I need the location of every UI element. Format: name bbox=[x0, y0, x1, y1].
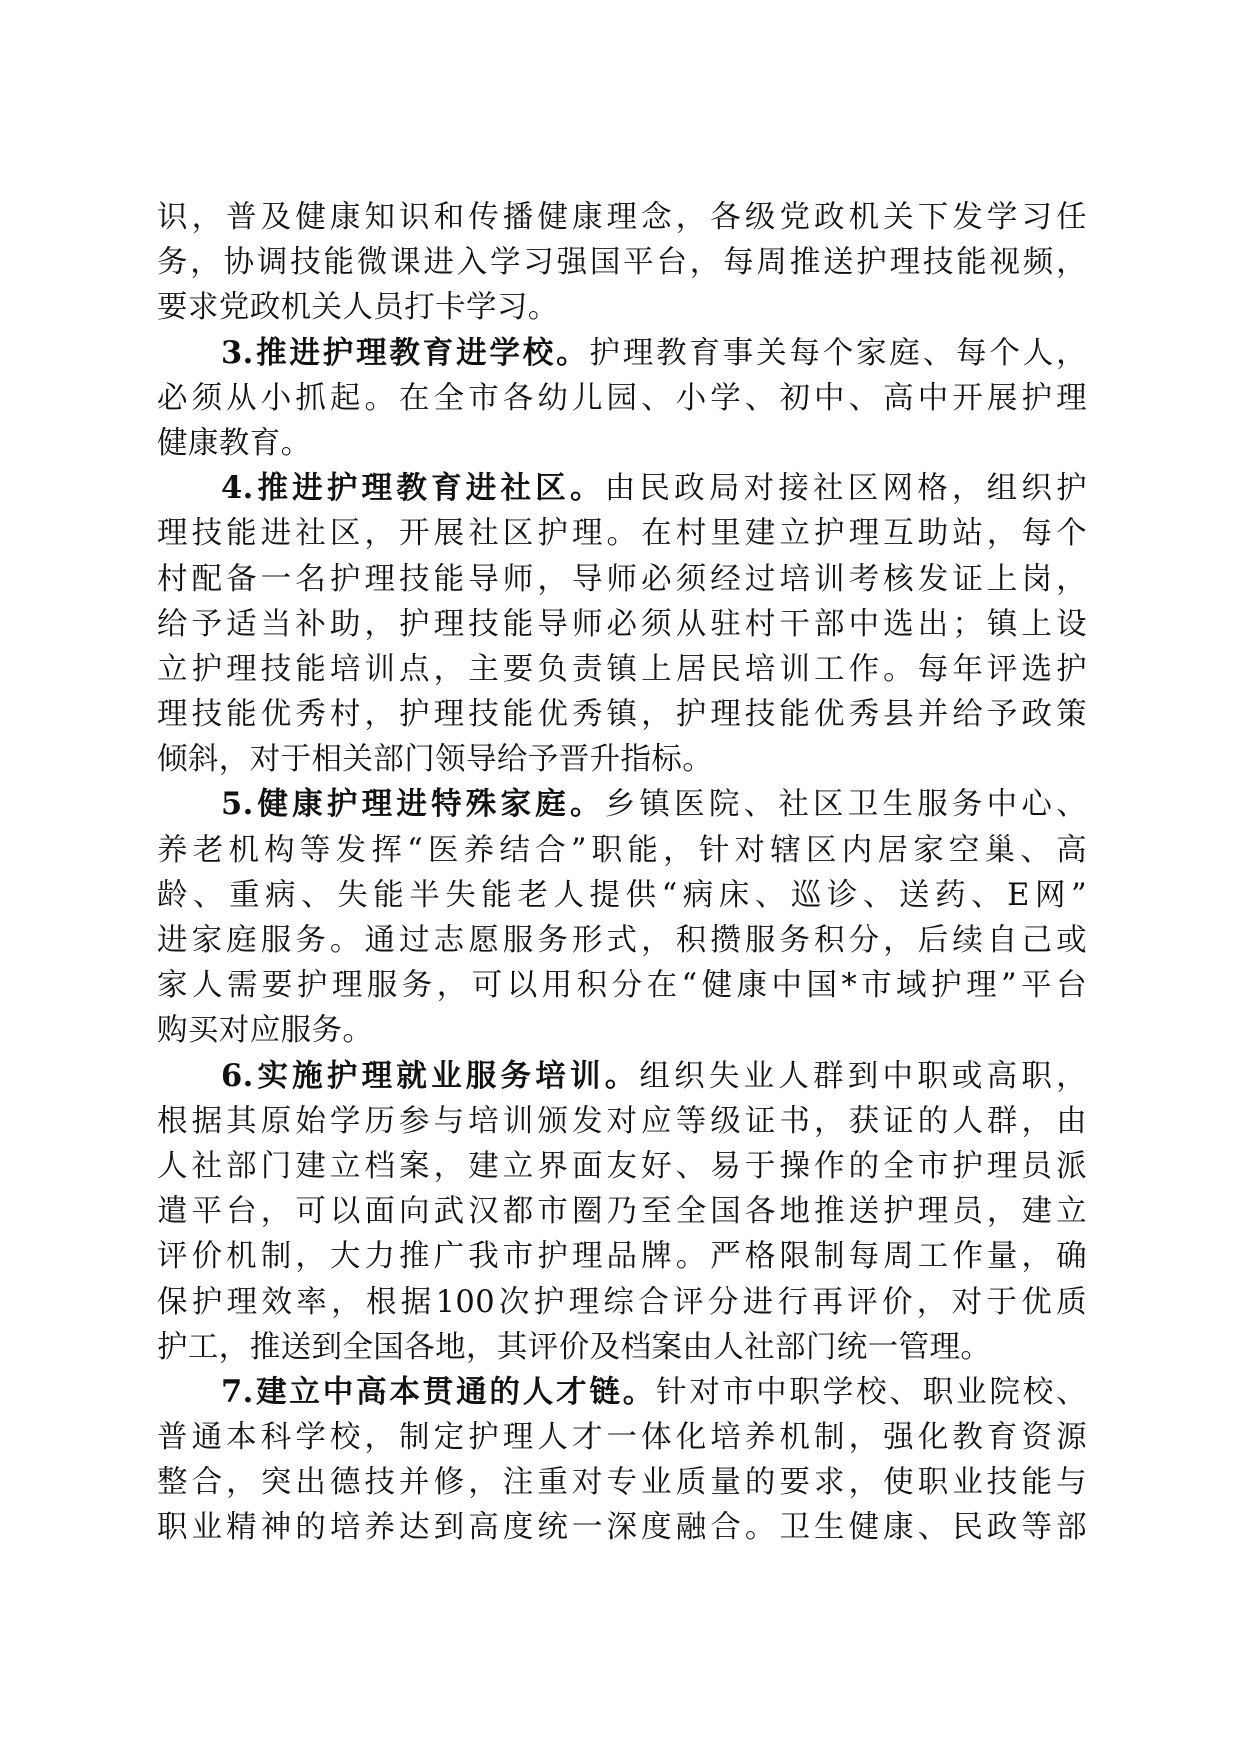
text-line: 护工，推送到全国各地，其评价及档案由人社部门统一管理。 bbox=[157, 1329, 992, 1365]
text-line: 保护理效率，根据100次护理综合评分进行再评价，对于优质 bbox=[157, 1284, 1087, 1320]
text-line: 要求党政机关人员打卡学习。 bbox=[157, 290, 559, 326]
text-line: 整合，突出德技并修，注重对专业质量的要求，使职业技能与 bbox=[157, 1465, 1087, 1501]
paragraph-heading: 4.推进护理教育进社区。 bbox=[221, 470, 605, 507]
text-line: 进家庭服务。通过志愿服务形式，积攒服务积分，后续自己或 bbox=[157, 923, 1087, 958]
text-line: 务，协调技能微课进入学习强国平台，每周推送护理技能视频， bbox=[157, 245, 1087, 281]
text-line: 理技能进社区，开展社区护理。在村里建立护理互助站，每个 bbox=[157, 516, 1087, 552]
paragraph-text: 组织失业人群到中职或高职， bbox=[639, 1058, 1087, 1094]
paragraph-4 bbox=[157, 466, 1087, 782]
document-page bbox=[157, 195, 1087, 1551]
text-line bbox=[157, 782, 1087, 827]
text-line: 评价机制，大力推广我市护理品牌。严格限制每周工作量，确 bbox=[157, 1239, 1087, 1275]
paragraph-text: 护理教育事关每个家庭、每个人， bbox=[589, 335, 1088, 371]
text-line: 遣平台，可以面向武汉都市圈乃至全国各地推送护理员，建立 bbox=[157, 1194, 1087, 1230]
text-line: 必须从小抓起。在全市各幼儿园、小学、初中、高中开展护理 bbox=[157, 380, 1087, 416]
text-line bbox=[157, 1370, 1087, 1415]
paragraph-5 bbox=[157, 782, 1087, 1053]
text-line: 家人需要护理服务，可以用积分在“健康中国*市域护理”平台 bbox=[157, 968, 1087, 1004]
paragraph-text: 由民政局对接社区网格，组织护 bbox=[604, 471, 1088, 507]
paragraph-intro-continued bbox=[157, 195, 1087, 331]
text-line: 人社部门建立档案，建立界面友好、易于操作的全市护理员派 bbox=[157, 1148, 1087, 1184]
paragraph-text: 乡镇医院、社区卫生服务中心、 bbox=[604, 787, 1088, 823]
text-line: 职业精神的培养达到高度统一深度融合。卫生健康、民政等部 bbox=[157, 1510, 1087, 1546]
text-line: 理技能优秀村，护理技能优秀镇，护理技能优秀县并给予政策 bbox=[157, 697, 1087, 733]
paragraph-heading: 6.实施护理就业服务培训。 bbox=[221, 1057, 640, 1094]
paragraph-heading: 7.建立中高本贯通的人才链。 bbox=[221, 1373, 657, 1410]
paragraph-3 bbox=[157, 331, 1087, 467]
paragraph-text: 针对市中职学校、职业院校、 bbox=[656, 1374, 1087, 1410]
paragraph-heading: 3.推进护理教育进学校。 bbox=[221, 334, 590, 371]
text-line: 根据其原始学历参与培训颁发对应等级证书，获证的人群，由 bbox=[157, 1103, 1087, 1139]
text-line: 购买对应服务。 bbox=[157, 1013, 374, 1049]
paragraph-heading: 5.健康护理进特殊家庭。 bbox=[221, 786, 605, 823]
text-line: 健康教育。 bbox=[157, 425, 312, 461]
text-line: 村配备一名护理技能导师，导师必须经过培训考核发证上岗， bbox=[157, 561, 1087, 597]
text-line bbox=[157, 1054, 1087, 1099]
paragraph-7 bbox=[157, 1370, 1087, 1551]
text-line: 养老机构等发挥“医养结合”职能，针对辖区内居家空巢、高 bbox=[157, 832, 1087, 868]
text-line: 龄、重病、失能半失能老人提供“病床、巡诊、送药、E网” bbox=[157, 877, 1087, 913]
text-line: 普通本科学校，制定护理人才一体化培养机制，强化教育资源 bbox=[157, 1420, 1087, 1456]
paragraph-6 bbox=[157, 1054, 1087, 1370]
text-line bbox=[157, 331, 1087, 376]
text-line: 识，普及健康知识和传播健康理念，各级党政机关下发学习任 bbox=[157, 200, 1087, 235]
text-line: 立护理技能培训点，主要负责镇上居民培训工作。每年评选护 bbox=[157, 651, 1087, 687]
text-line bbox=[157, 466, 1087, 511]
text-line: 给予适当补助，护理技能导师必须从驻村干部中选出；镇上设 bbox=[157, 606, 1087, 642]
text-line: 倾斜，对于相关部门领导给予晋升指标。 bbox=[157, 742, 714, 778]
